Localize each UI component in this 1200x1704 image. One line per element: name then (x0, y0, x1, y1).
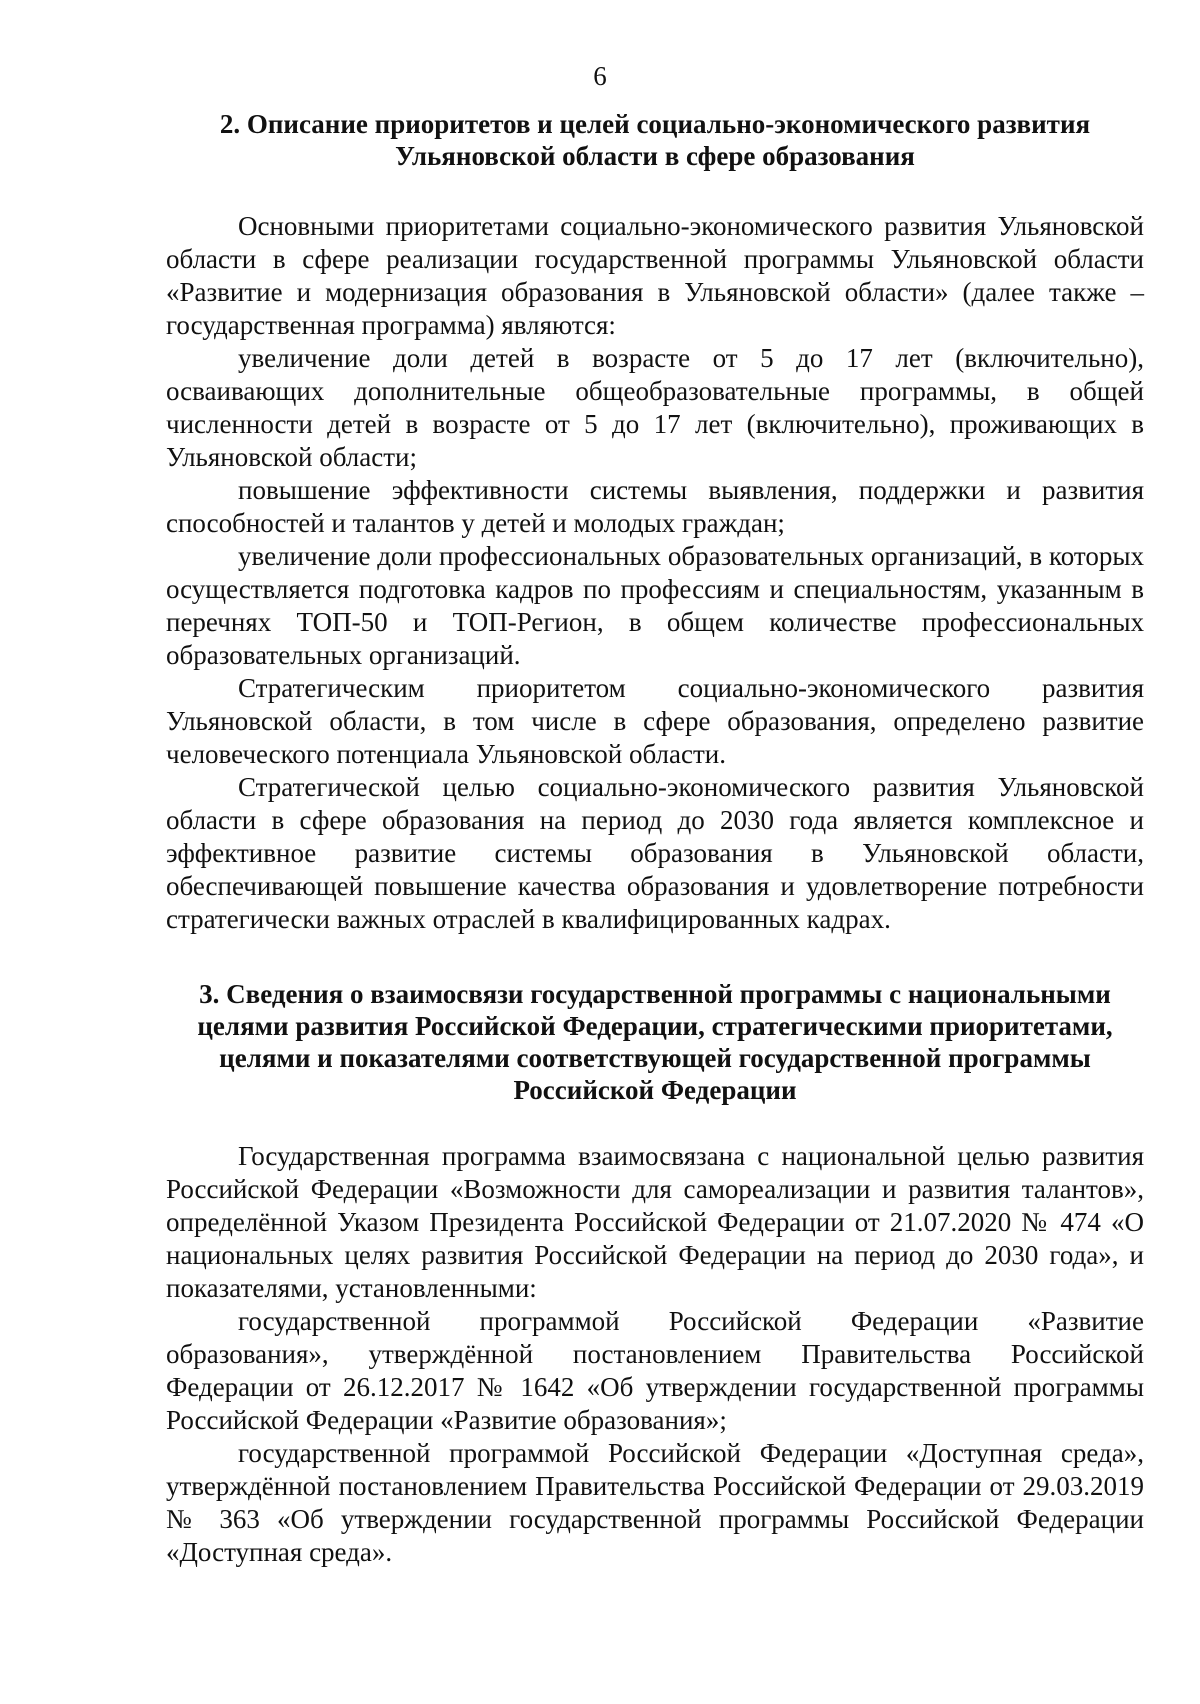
section-3-heading: 3. Сведения о взаимосвязи государственной программы с национальными целями развития Российской Федерации, стратегическими приоритетами, целями и показателями соответствующей государственной программы Российской Федерации (197, 979, 1113, 1105)
paragraph: Государственная программа взаимосвязана с национальной целью развития Российской Федерации «Возможности для самореализации и развития талантов», определённой Указом Президента Российской Федерации от 21.07.2020 № 474 «О национальных целях развития Российской Федерации на период до 2030 года», и показателями, установленными: (166, 1141, 1144, 1303)
paragraph: Стратегическим приоритетом социально-экономического развития Ульяновской области, в том числе в сфере образования, определено развитие человеческого потенциала Ульяновской области. (166, 673, 1144, 769)
paragraph: повышение эффективности системы выявления, поддержки и развития способностей и талантов у детей и молодых граждан; (166, 475, 1144, 538)
paragraph: увеличение доли профессиональных образовательных организаций, в которых осуществляется подготовка кадров по профессиям и специальностям, указанным в перечнях ТОП-50 и ТОП-Регион, в общем количестве профессиональных образовательных организаций. (166, 541, 1144, 670)
paragraph: Стратегической целью социально-экономического развития Ульяновской области в сфере образования на период до 2030 года является комплексное и эффективное развитие системы образования в Ульяновской области, обеспечивающей повышение качества образования и удовлетворение потребности стратегически важных отраслей в квалифицированных кадрах. (166, 772, 1144, 934)
section-2-heading: 2. Описание приоритетов и целей социально-экономического развития Ульяновской области в сфере образования (219, 109, 1091, 171)
section-3-body (166, 1140, 1144, 1569)
paragraph: увеличение доли детей в возрасте от 5 до 17 лет (включительно), осваивающих дополнительные общеобразовательные программы, в общей численности детей в возрасте от 5 до 17 лет (включительно), проживающих в Ульяновской области; (166, 343, 1144, 472)
section-2-heading-block (166, 108, 1144, 172)
paragraph: государственной программой Российской Федерации «Развитие образования», утверждённой постановлением Правительства Российской Федерации от 26.12.2017 № 1642 «Об утверждении государственной программы Российской Федерации «Развитие образования»; (166, 1306, 1144, 1435)
page-number: 6 (593, 61, 607, 91)
section-2-body (166, 210, 1144, 936)
section-3-heading-block (166, 978, 1144, 1106)
paragraph: Основными приоритетами социально-экономического развития Ульяновской области в сфере реализации государственной программы Ульяновской области «Развитие и модернизация образования в Ульяновской области» (далее также – государственная программа) являются: (166, 211, 1144, 340)
paragraph: государственной программой Российской Федерации «Доступная среда», утверждённой постановлением Правительства Российской Федерации от 29.03.2019 № 363 «Об утверждении государственной программы Российской Федерации «Доступная среда». (166, 1438, 1144, 1567)
